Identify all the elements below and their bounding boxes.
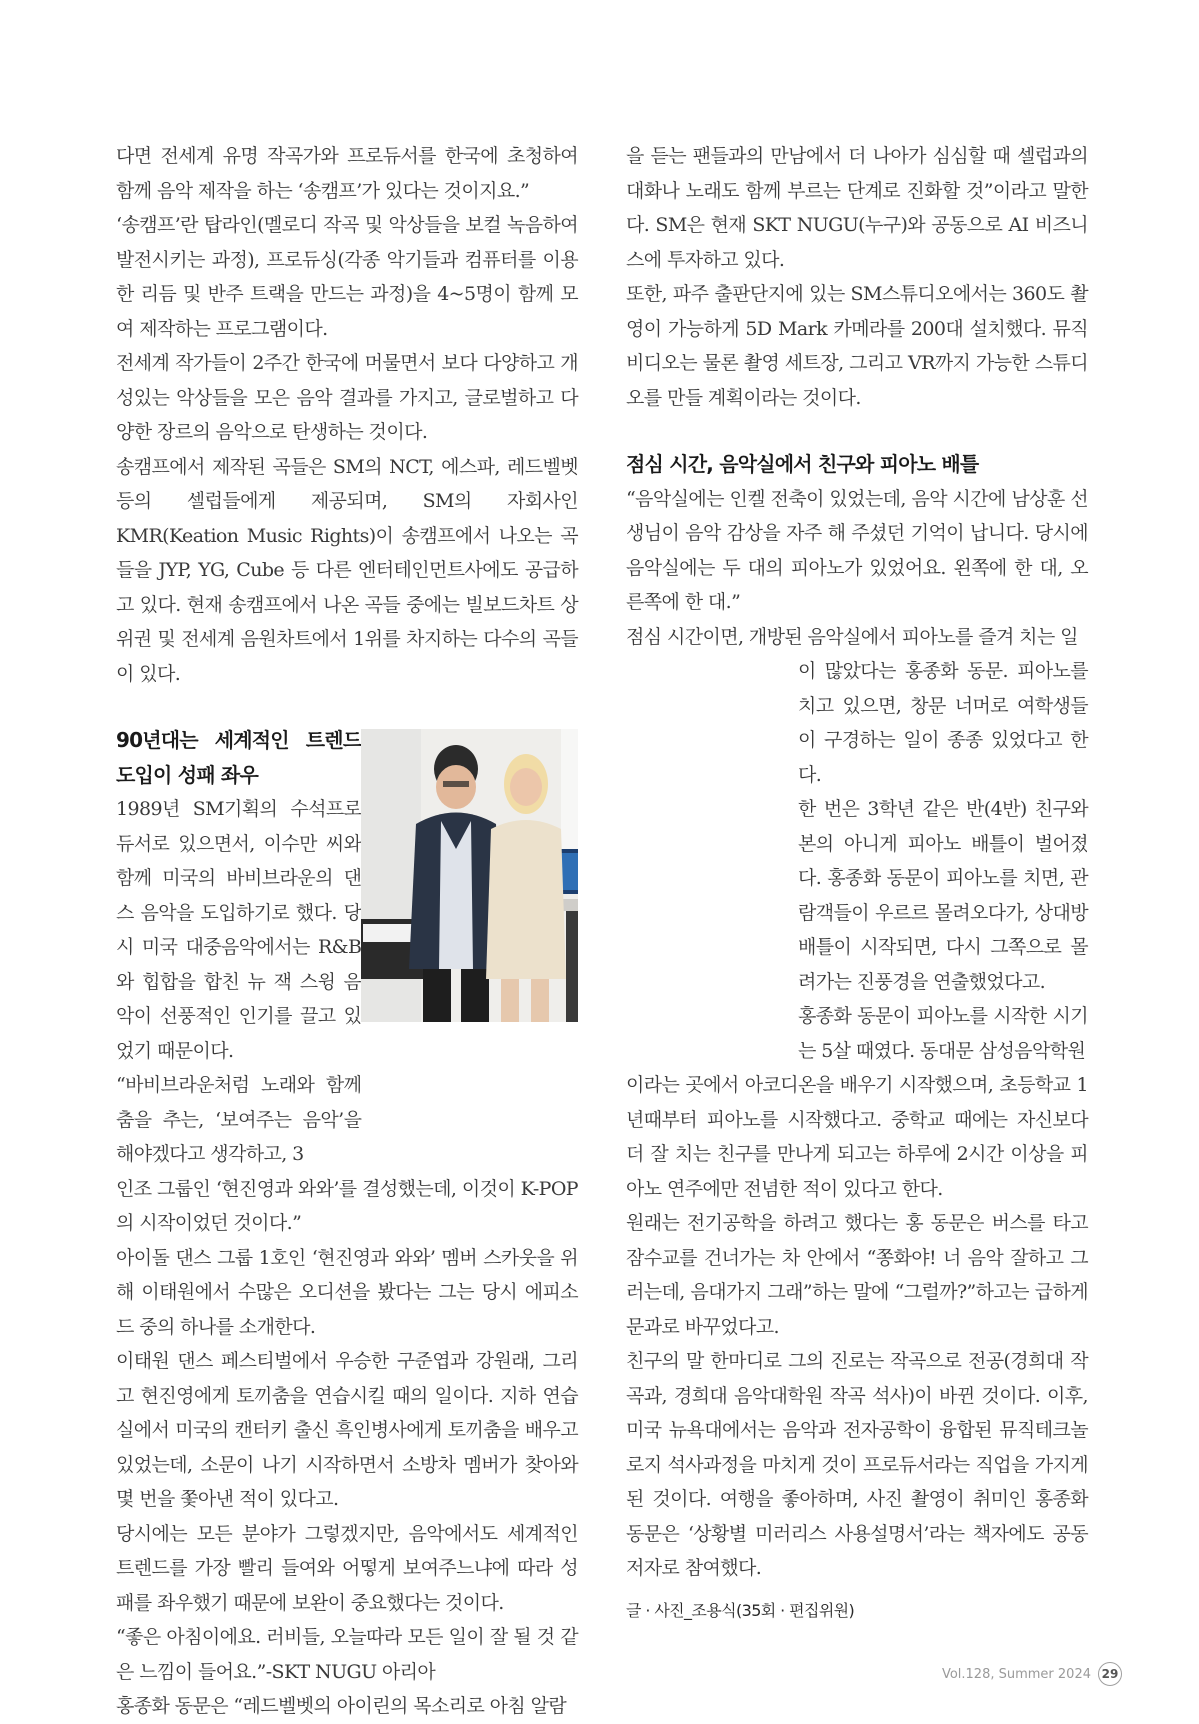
page-footer xyxy=(940,1662,1122,1686)
paragraph: 다면 전세계 유명 작곡가와 프로듀서를 한국에 초청하여 함께 음악 제작을 하는 ‘송캠프’가 있다는 것이지요.” xyxy=(116,145,578,202)
paragraph: 당시에는 모든 분야가 그렇겠지만, 음악에서도 세계적인 트렌드를 가장 빨리 들여와 어떻게 보여주느냐에 따라 성패를 좌우했기 때문에 보완이 중요했다는 것이다. xyxy=(116,1522,578,1614)
portrait-illustration xyxy=(361,729,578,1022)
paragraph: ‘송캠프’란 탑라인(멜로디 작곡 및 악상들을 보컬 녹음하여 발전시키는 과정), 프로듀싱(각종 악기들과 컴퓨터를 이용한 리듬 및 반주 트랙을 만드는 과정)을 4~5명이 함께 모여 제작하는 프로그램이다. xyxy=(116,214,578,340)
paragraph: 친구의 말 한마디로 그의 진로는 작곡으로 전공(경희대 작곡과, 경희대 음악대학원 작곡 석사)이 바뀐 것이다. 이후, 미국 뉴욕대에서는 음악과 전자공학이 융합된 뮤직테크놀로지 석사과정을 마치게 것이 프로듀서라는 직업을 가지게 된 것이다. 여행을 좋아하며, 사진 촬영이 취미인 홍종화 동문은 ‘상황별 미러리스 사용설명서’라는 책자에도 공동저자로 참여했다. xyxy=(626,1350,1088,1579)
paragraph: 전세계 작가들이 2주간 한국에 머물면서 보다 다양하고 개성있는 악상들을 모은 음악 결과를 가지고, 글로벌하고 다양한 장르의 음악으로 탄생하는 것이다. xyxy=(116,352,578,443)
paragraph: 점심 시간이면, 개방된 음악실에서 피아노를 즐겨 치는 일 xyxy=(626,625,1078,648)
issue-label: Vol.128, Summer 2024 xyxy=(941,1666,1091,1682)
section-heading: 점심 시간, 음악실에서 친구와 피아노 배틀 xyxy=(626,452,979,476)
paragraph: 한 번은 3학년 같은 반(4반) 친구와 본의 아니게 피아노 배틀이 벌어졌다. 홍종화 동문이 피아노를 치면, 관람객들이 우르르 몰려오다가, 상대방 배틀이 시작되면, 다시 그쪽으로 몰려가는 진풍경을 연출했었다고. xyxy=(798,798,1088,993)
paragraph: “좋은 아침이에요. 러비들, 오늘따라 모든 일이 잘 될 것 같은 느낌이 들어요.”-SKT NUGU 아리아 xyxy=(116,1626,578,1683)
right-column xyxy=(626,139,1088,1628)
paragraph: “음악실에는 인켈 전축이 있었는데, 음악 시간에 남상훈 선생님이 음악 감상을 자주 해 주셨던 기억이 납니다. 당시에 음악실에는 두 대의 피아노가 있었어요. 왼쪽에 한 대, 오른쪽에 한 대.” xyxy=(626,487,1088,613)
author-credit: 글 · 사진_조용식(35회 · 편집위원) xyxy=(626,1600,855,1620)
paragraph: 을 듣는 팬들과의 만남에서 더 나아가 심심할 때 셀럽과의 대화나 노래도 함께 부르는 단계로 진화할 것”이라고 말한다. SM은 현재 SKT NUGU(누구)와 공동으로 AI 비즈니스에 투자하고 있다. xyxy=(626,145,1088,271)
paragraph: 인조 그룹인 ‘현진영과 와와’를 결성했는데, 이것이 K-POP의 시작이었던 것이다.” xyxy=(116,1177,578,1234)
page-number: 29 xyxy=(1098,1662,1122,1686)
paragraph: 홍종화 동문은 “레드벨벳의 아이린의 목소리로 아침 알람 xyxy=(116,1695,567,1717)
paragraph: “바비브라운처럼 노래와 함께 춤을 추는, ‘보여주는 음악’을 해야겠다고 생각하고, 3 xyxy=(116,1074,362,1165)
paragraph: 홍종화 동문이 피아노를 시작한 시기는 5살 때였다. 동대문 삼성음악학원 xyxy=(798,1005,1088,1062)
paragraph: 송캠프에서 제작된 곡들은 SM의 NCT, 에스파, 레드벨벳 등의 셀럽들에게 제공되며, SM의 자회사인 KMR(Keation Music Rights)이 송캠프에서 나오는 곡들을 JYP, YG, Cube 등 다른 엔터테인먼트사에도 공급하고 있다. 현재 송캠프에서 나온 곡들 중에는 빌보드차트 상위권 및 전세계 음원차트에서 1위를 차지하는 다수의 곡들이 있다. xyxy=(116,455,578,685)
paragraph: 이태원 댄스 페스티벌에서 우승한 구준엽과 강원래, 그리고 현진영에게 토끼춤을 연습시킬 때의 일이다. 지하 연습실에서 미국의 캔터키 출신 흑인병사에게 토끼춤을 배우고 있었는데, 소문이 나기 시작하면서 소방차 멤버가 찾아와 몇 번을 쫓아낸 적이 있다고. xyxy=(116,1350,578,1510)
paragraph: 이라는 곳에서 아코디온을 배우기 시작했으며, 초등학교 1년때부터 피아노를 시작했다고. 중학교 때에는 자신보다 더 잘 치는 친구를 만나게 되고는 하루에 2시간 이상을 피아노 연주에만 전념한 적이 있다고 한다. xyxy=(626,1074,1088,1200)
section-heading: 90년대는 세계적인 트렌드 도입이 성패 좌우 xyxy=(116,728,362,787)
paragraph: 또한, 파주 출판단지에 있는 SM스튜디오에서는 360도 촬영이 가능하게 5D Mark 카메라를 200대 설치했다. 뮤직비디오는 물론 촬영 세트장, 그리고 VR까지 가능한 스튜디오를 만들 계획이라는 것이다. xyxy=(626,283,1088,409)
interview-photo xyxy=(361,729,578,1022)
paragraph: 원래는 전기공학을 하려고 했다는 홍 동문은 버스를 타고 잠수교를 건너가는 차 안에서 “쫑화야! 너 음악 잘하고 그러는데, 음대가지 그래”하는 말에 “그럴까?”하고는 급하게 문과로 바꾸었다고. xyxy=(626,1212,1088,1338)
left-column xyxy=(116,139,578,1724)
paragraph: 아이돌 댄스 그룹 1호인 ‘현진영과 와와’ 멤버 스카웃을 위해 이태원에서 수많은 오디션을 봤다는 그는 당시 에피소드 중의 하나를 소개한다. xyxy=(116,1246,578,1338)
paragraph: 1989년 SM기획의 수석프로듀서로 있으면서, 이수만 씨와 함께 미국의 바비브라운의 댄스 음악을 도입하기로 했다. 당시 미국 대중음악에서는 R&B와 힙합을 합친 뉴 잭 스윙 음악이 선풍적인 인기를 끌고 있었기 때문이다. xyxy=(116,798,362,1062)
paragraph: 이 많았다는 홍종화 동문. 피아노를 치고 있으면, 창문 너머로 여학생들이 구경하는 일이 종종 있었다고 한다. xyxy=(798,660,1088,786)
photo-section xyxy=(116,723,578,1172)
